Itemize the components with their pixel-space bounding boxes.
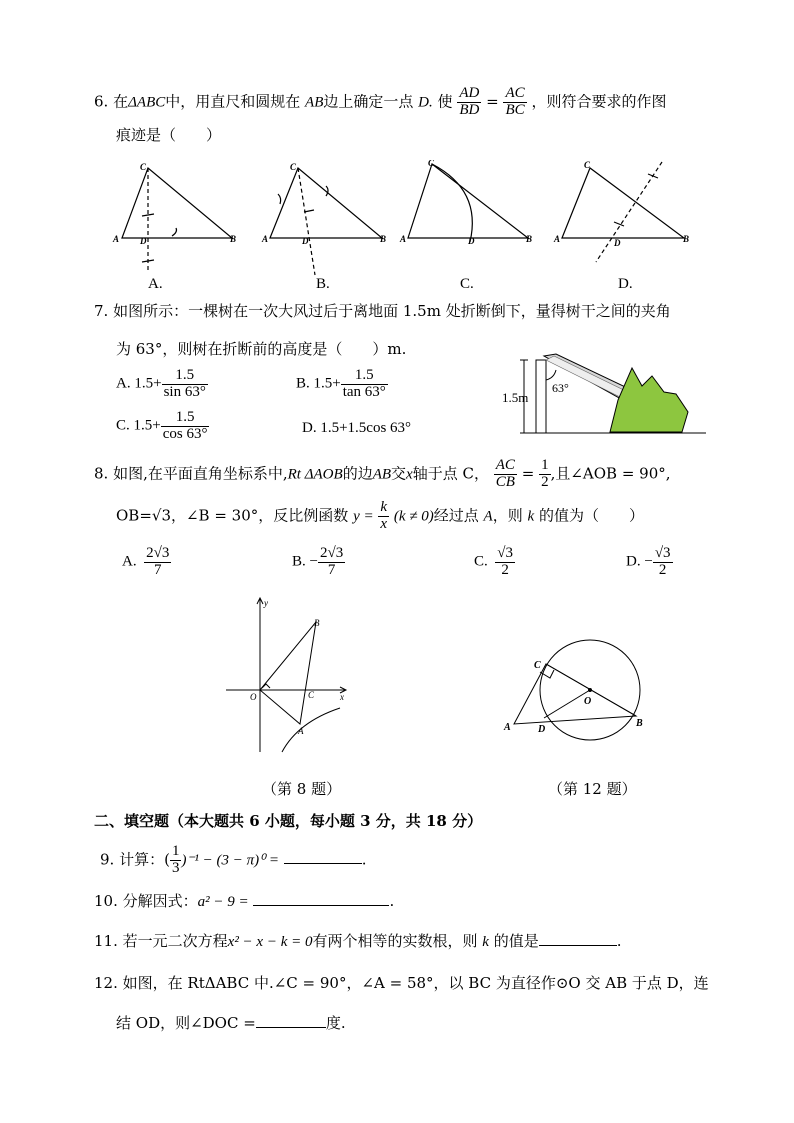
q7-option-c[interactable]: C. 1.5+ $\frac{1.5}{\cos 63^\circ}$ [116, 409, 208, 442]
label-c: C [140, 162, 147, 172]
option-a-label[interactable]: A. [148, 276, 163, 292]
svg-text:A: A [400, 234, 407, 244]
svg-text:B: B [230, 234, 237, 244]
question-6-line1: 6. 在ΔABC中，用直尺和圆规在 AB边上确定一点 D. 使 $\frac{AD}{BD}$ = $\frac{AC}{BC}$ ，则符合要求的作图 [94, 85, 667, 118]
question-8-line1: 8. 如图,在平面直角坐标系中,Rt ΔAOB的边AB交x轴于点 C， $\frac{AC}{CB}$ = $\frac{1}{2}$ ,且∠AOB = 90°, [94, 457, 671, 490]
svg-text:63°: 63° [552, 381, 569, 395]
figure-12 [500, 634, 650, 744]
question-8-line2: OB=√3，∠B = 30°，反比例函数 y = $\frac{k}{x}$ (k ≠ 0)经过点 A，则 k 的值为（ ） [116, 499, 644, 532]
question-12-line2: 结 OD，则∠DOC = 度. [116, 1014, 346, 1032]
answer-blank[interactable] [284, 862, 362, 864]
svg-text:D: D [614, 238, 621, 248]
option-d-label[interactable]: D. [618, 276, 633, 292]
question-11: 11. 若一元二次方程x² − x − k = 0有两个相等的实数根，则 k 的值是 . [94, 932, 622, 950]
svg-text:y: y [264, 598, 268, 608]
svg-text:D: D [140, 236, 147, 246]
section-2-heading: 二、填空题（本大题共 6 小题，每小题 3 分，共 18 分） [94, 812, 483, 830]
svg-text:O: O [584, 696, 592, 707]
question-9: 9. 计算：( $\frac{1}{3}$ )⁻¹ − (3 − π)⁰ = . [100, 843, 367, 876]
svg-text:B: B [314, 618, 320, 628]
fraction-ac-bc: $\frac{AC}{BC}$ [505, 85, 525, 118]
question-7-line2: 为 63°，则树在折断前的高度是（ ）m. [116, 340, 407, 358]
answer-blank[interactable] [253, 904, 389, 906]
question-number: 6. [94, 92, 109, 111]
svg-text:C: C [584, 160, 591, 170]
question-6-line2: 痕迹是（ ） [116, 126, 222, 144]
q8-option-c[interactable]: C. $\frac{√3}{2}$ [474, 545, 513, 578]
svg-text:A: A [298, 726, 304, 736]
q7-tree-figure [500, 346, 708, 438]
svg-text:B: B [526, 234, 533, 244]
svg-text:1.5m: 1.5m [502, 390, 529, 405]
fraction-ad-bd: $\frac{AD}{BD}$ [459, 85, 480, 118]
svg-text:x: x [340, 692, 344, 702]
svg-text:C: C [308, 690, 315, 700]
caption-figure-12: （第 12 题） [548, 780, 637, 798]
q8-option-d[interactable]: D. − $\frac{√3}{2}$ [626, 545, 671, 578]
svg-text:B: B [683, 234, 690, 244]
svg-text:D: D [468, 236, 475, 246]
svg-text:B: B [380, 234, 387, 244]
q6-figures [110, 160, 710, 295]
svg-text:A: A [554, 234, 561, 244]
q7-option-d[interactable]: D. 1.5+1.5cos 63° [302, 420, 412, 436]
answer-blank[interactable] [539, 944, 617, 946]
answer-blank[interactable] [256, 1026, 326, 1028]
option-c-label[interactable]: C. [460, 276, 474, 292]
q8-option-a[interactable]: A. $\frac{2√3}{7}$ [122, 545, 170, 578]
question-7-line1: 7. 如图所示：一棵树在一次大风过后于离地面 1.5m 处折断倒下，量得树干之间的夹角 [94, 302, 671, 320]
svg-text:C: C [290, 162, 297, 172]
figure-8 [222, 594, 352, 756]
option-b-label[interactable]: B. [316, 276, 330, 292]
svg-text:D: D [538, 724, 546, 735]
caption-figure-8: （第 8 题） [262, 780, 342, 798]
q7-option-b[interactable]: B. 1.5+ $\frac{1.5}{\tan 63^\circ}$ [296, 367, 386, 400]
svg-text:A: A [262, 234, 269, 244]
svg-text:A: A [504, 722, 511, 733]
q7-option-a[interactable]: A. 1.5+ $\frac{1.5}{\sin 63^\circ}$ [116, 367, 206, 400]
svg-text:D: D [302, 236, 309, 246]
question-10: 10. 分解因式：a² − 9 = . [94, 892, 395, 910]
svg-text:C: C [428, 160, 435, 168]
svg-text:B: B [636, 718, 643, 729]
q8-option-b[interactable]: B. − $\frac{2√3}{7}$ [292, 545, 344, 578]
question-12-line1: 12. 如图，在 RtΔABC 中.∠C = 90°，∠A = 58°，以 BC 为直径作⊙O 交 AB 于点 D，连 [94, 974, 709, 992]
svg-text:C: C [534, 660, 541, 671]
svg-text:O: O [250, 692, 257, 702]
svg-text:A: A [113, 234, 120, 244]
